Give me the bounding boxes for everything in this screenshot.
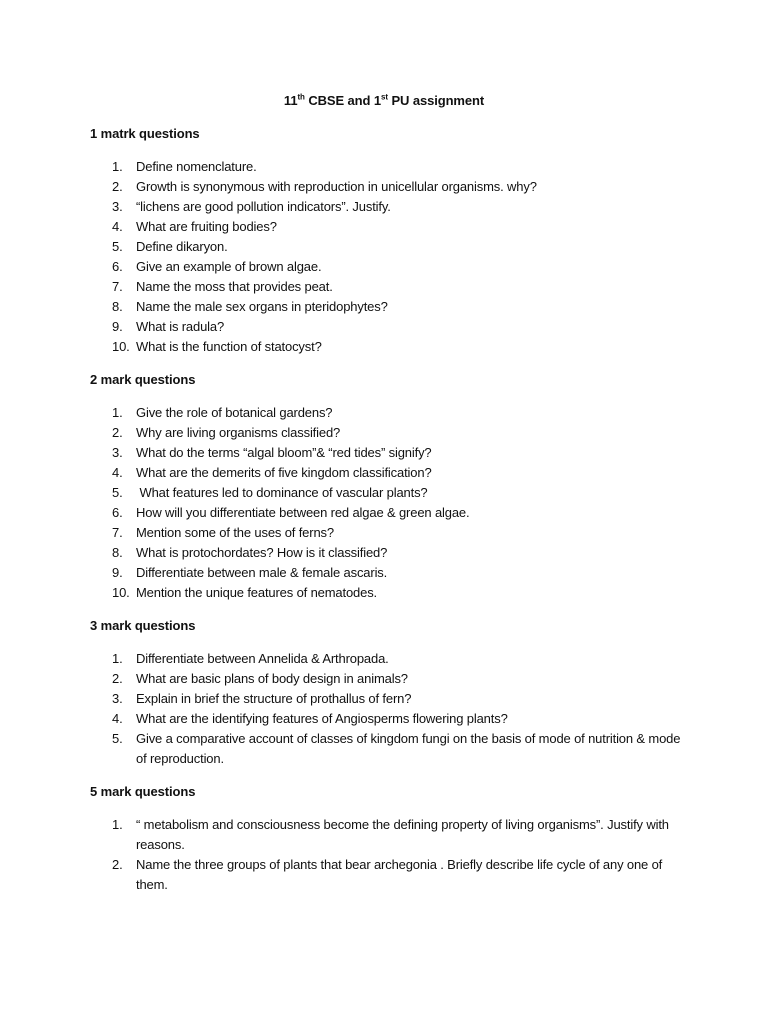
list-item: 1. “ metabolism and consciousness become the defining property of living organisms”. Justify with reasons. <box>112 817 669 852</box>
list-item: 9. Differentiate between male & female ascaris. <box>112 565 388 580</box>
list-item: 3. What do the terms “algal bloom”& “red tides” signify? <box>112 445 432 460</box>
section-heading: 5 mark questions <box>90 784 196 799</box>
section-1-mark <box>90 124 690 357</box>
list-item: 8. What is protochordates? How is it classified? <box>112 545 388 560</box>
list-item: 1. Define nomenclature. <box>112 159 257 174</box>
list-item: 3. Explain in brief the structure of prothallus of fern? <box>112 691 412 706</box>
list-item: 2. Why are living organisms classified? <box>112 425 341 440</box>
question-list <box>90 815 690 895</box>
list-item: 7. Name the moss that provides peat. <box>112 279 333 294</box>
list-item: 4. What are fruiting bodies? <box>112 219 277 234</box>
list-item: 6. Give an example of brown algae. <box>112 259 322 274</box>
list-item: 8. Name the male sex organs in pteridophytes? <box>112 299 388 314</box>
list-item: 7. Mention some of the uses of ferns? <box>112 525 334 540</box>
list-item: 2. What are basic plans of body design in animals? <box>112 671 408 686</box>
question-list <box>90 403 690 603</box>
question-list <box>90 649 690 769</box>
list-item: 6. How will you differentiate between red algae & green algae. <box>112 505 470 520</box>
list-item: 5. Define dikaryon. <box>112 239 228 254</box>
question-list <box>90 157 690 357</box>
list-item: 9. What is radula? <box>112 319 225 334</box>
list-item: 10. Mention the unique features of nematodes. <box>112 585 378 600</box>
list-item: 1. Give the role of botanical gardens? <box>112 405 333 420</box>
list-item: 4. What are the demerits of five kingdom classification? <box>112 465 432 480</box>
section-heading: 3 mark questions <box>90 618 196 633</box>
section-5-mark <box>90 782 690 895</box>
section-2-mark <box>90 370 690 603</box>
title-part-2: CBSE and 1 <box>304 93 382 108</box>
section-heading: 1 matrk questions <box>90 126 200 141</box>
title-superscript-1: th <box>297 92 305 102</box>
title-superscript-2: st <box>381 92 388 102</box>
list-item: 5. Give a comparative account of classes of kingdom fungi on the basis of mode of nutrition & mode of reproduction. <box>112 731 681 766</box>
section-3-mark <box>90 616 690 769</box>
list-item: 4. What are the identifying features of Angiosperms flowering plants? <box>112 711 508 726</box>
list-item: 1. Differentiate between Annelida & Arthropada. <box>112 651 389 666</box>
page-title <box>0 93 768 108</box>
list-item: 3. “lichens are good pollution indicators”. Justify. <box>112 199 391 214</box>
title-part-1: 11 <box>283 93 298 108</box>
list-item: 2. Growth is synonymous with reproduction in unicellular organisms. why? <box>112 179 537 194</box>
title-part-3: PU assignment <box>387 93 485 108</box>
list-item: 2. Name the three groups of plants that bear archegonia . Briefly describe life cycle of any one of them. <box>112 857 663 892</box>
section-heading: 2 mark questions <box>90 372 196 387</box>
list-item: 5. What features led to dominance of vascular plants? <box>112 485 428 500</box>
list-item: 10. What is the function of statocyst? <box>112 339 322 354</box>
